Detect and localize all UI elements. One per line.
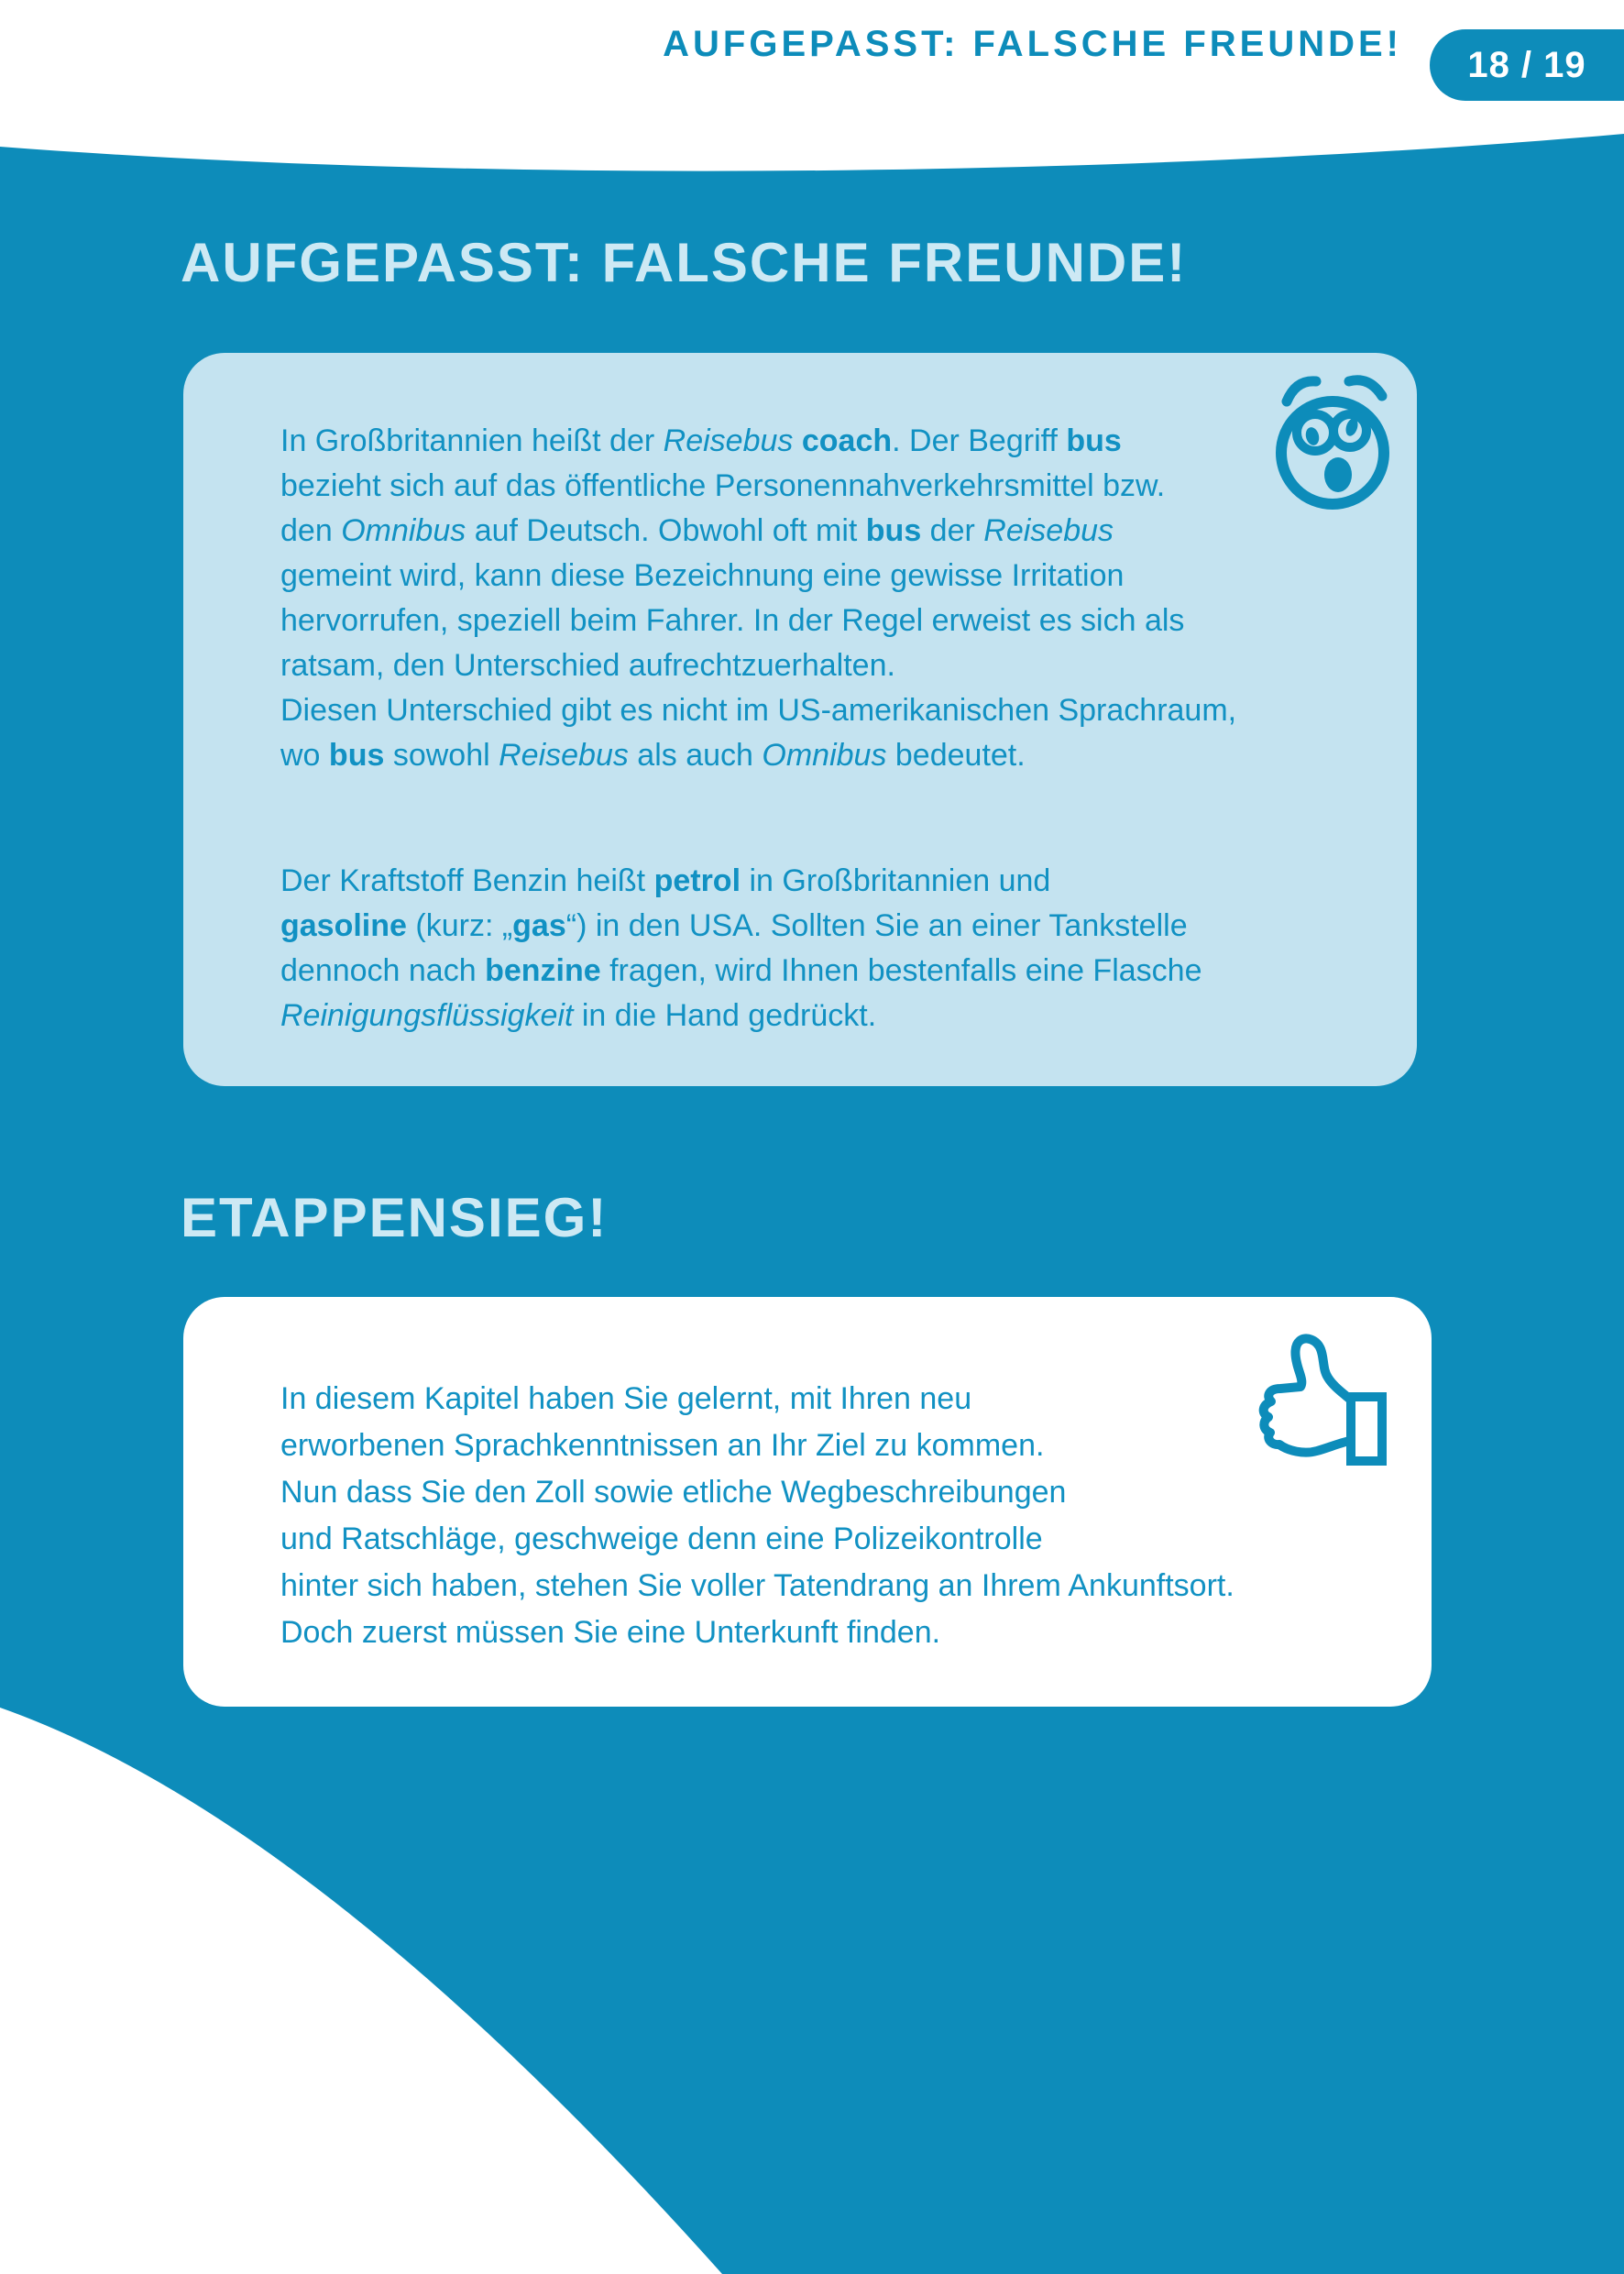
summary-box [183, 1297, 1432, 1707]
text-line: und Ratschläge, geschweige denn eine Polizeikontrolle [280, 1521, 1043, 1556]
text-line: Nun dass Sie den Zoll sowie etliche Wegbeschreibungen [280, 1475, 1067, 1510]
thumb-cuff [1351, 1397, 1382, 1461]
summary-box-text [280, 1376, 1234, 1656]
text-line: ratsam, den Unterschied aufrechtzuerhalten. [280, 648, 895, 683]
thumbs-up-icon [1256, 1329, 1393, 1471]
paragraph-bus-coach [280, 419, 1236, 778]
text-line: wo bus sowohl Reisebus als auch Omnibus bedeutet. [280, 738, 1026, 773]
paragraph-petrol-gasoline [280, 859, 1236, 1038]
info-box [183, 353, 1417, 1086]
info-box-text [280, 419, 1236, 1038]
section-heading-etappensieg: ETAPPENSIEG! [181, 1187, 609, 1248]
text-line: hervorrufen, speziell beim Fahrer. In der Regel erweist es sich als [280, 603, 1185, 638]
open-mouth [1324, 457, 1352, 492]
text-line: hinter sich haben, stehen Sie voller Tatendrang an Ihrem Ankunftsort. [280, 1568, 1234, 1603]
surprised-face-icon [1259, 372, 1406, 523]
page-header-title: AUFGEPASST: FALSCHE FREUNDE! [663, 24, 1402, 64]
right-alarm-bell [1349, 380, 1382, 396]
text-line: Doch zuerst müssen Sie eine Unterkunft finden. [280, 1615, 941, 1650]
text-line: dennoch nach benzine fragen, wird Ihnen bestenfalls eine Flasche [280, 953, 1202, 988]
section-heading-falsche-freunde: AUFGEPASST: FALSCHE FREUNDE! [181, 232, 1188, 293]
text-line: gemeint wird, kann diese Bezeichnung eine gewisse Irritation [280, 558, 1125, 593]
text-line: gasoline (kurz: „gas“) in den USA. Sollten Sie an einer Tankstelle [280, 908, 1188, 943]
page-number-text: 18 / 19 [1467, 44, 1586, 85]
text-line: den Omnibus auf Deutsch. Obwohl oft mit bus der Reisebus [280, 513, 1114, 548]
text-line: erworbenen Sprachkenntnissen an Ihr Ziel zu kommen. [280, 1428, 1045, 1463]
text-line: In diesem Kapitel haben Sie gelernt, mit Ihren neu [280, 1381, 972, 1416]
text-line: Reinigungsflüssigkeit in die Hand gedrückt. [280, 998, 877, 1033]
thumb-hand-outline [1264, 1338, 1354, 1452]
left-alarm-bell [1287, 381, 1316, 401]
text-line: Der Kraftstoff Benzin heißt petrol in Großbritannien und [280, 863, 1051, 898]
page-number-badge [1430, 29, 1624, 101]
text-line: In Großbritannien heißt der Reisebus coach. Der Begriff bus [280, 423, 1122, 458]
text-line: Diesen Unterschied gibt es nicht im US-amerikanischen Sprachraum, [280, 693, 1237, 728]
text-line: bezieht sich auf das öffentliche Personennahverkehrsmittel bzw. [280, 468, 1166, 503]
